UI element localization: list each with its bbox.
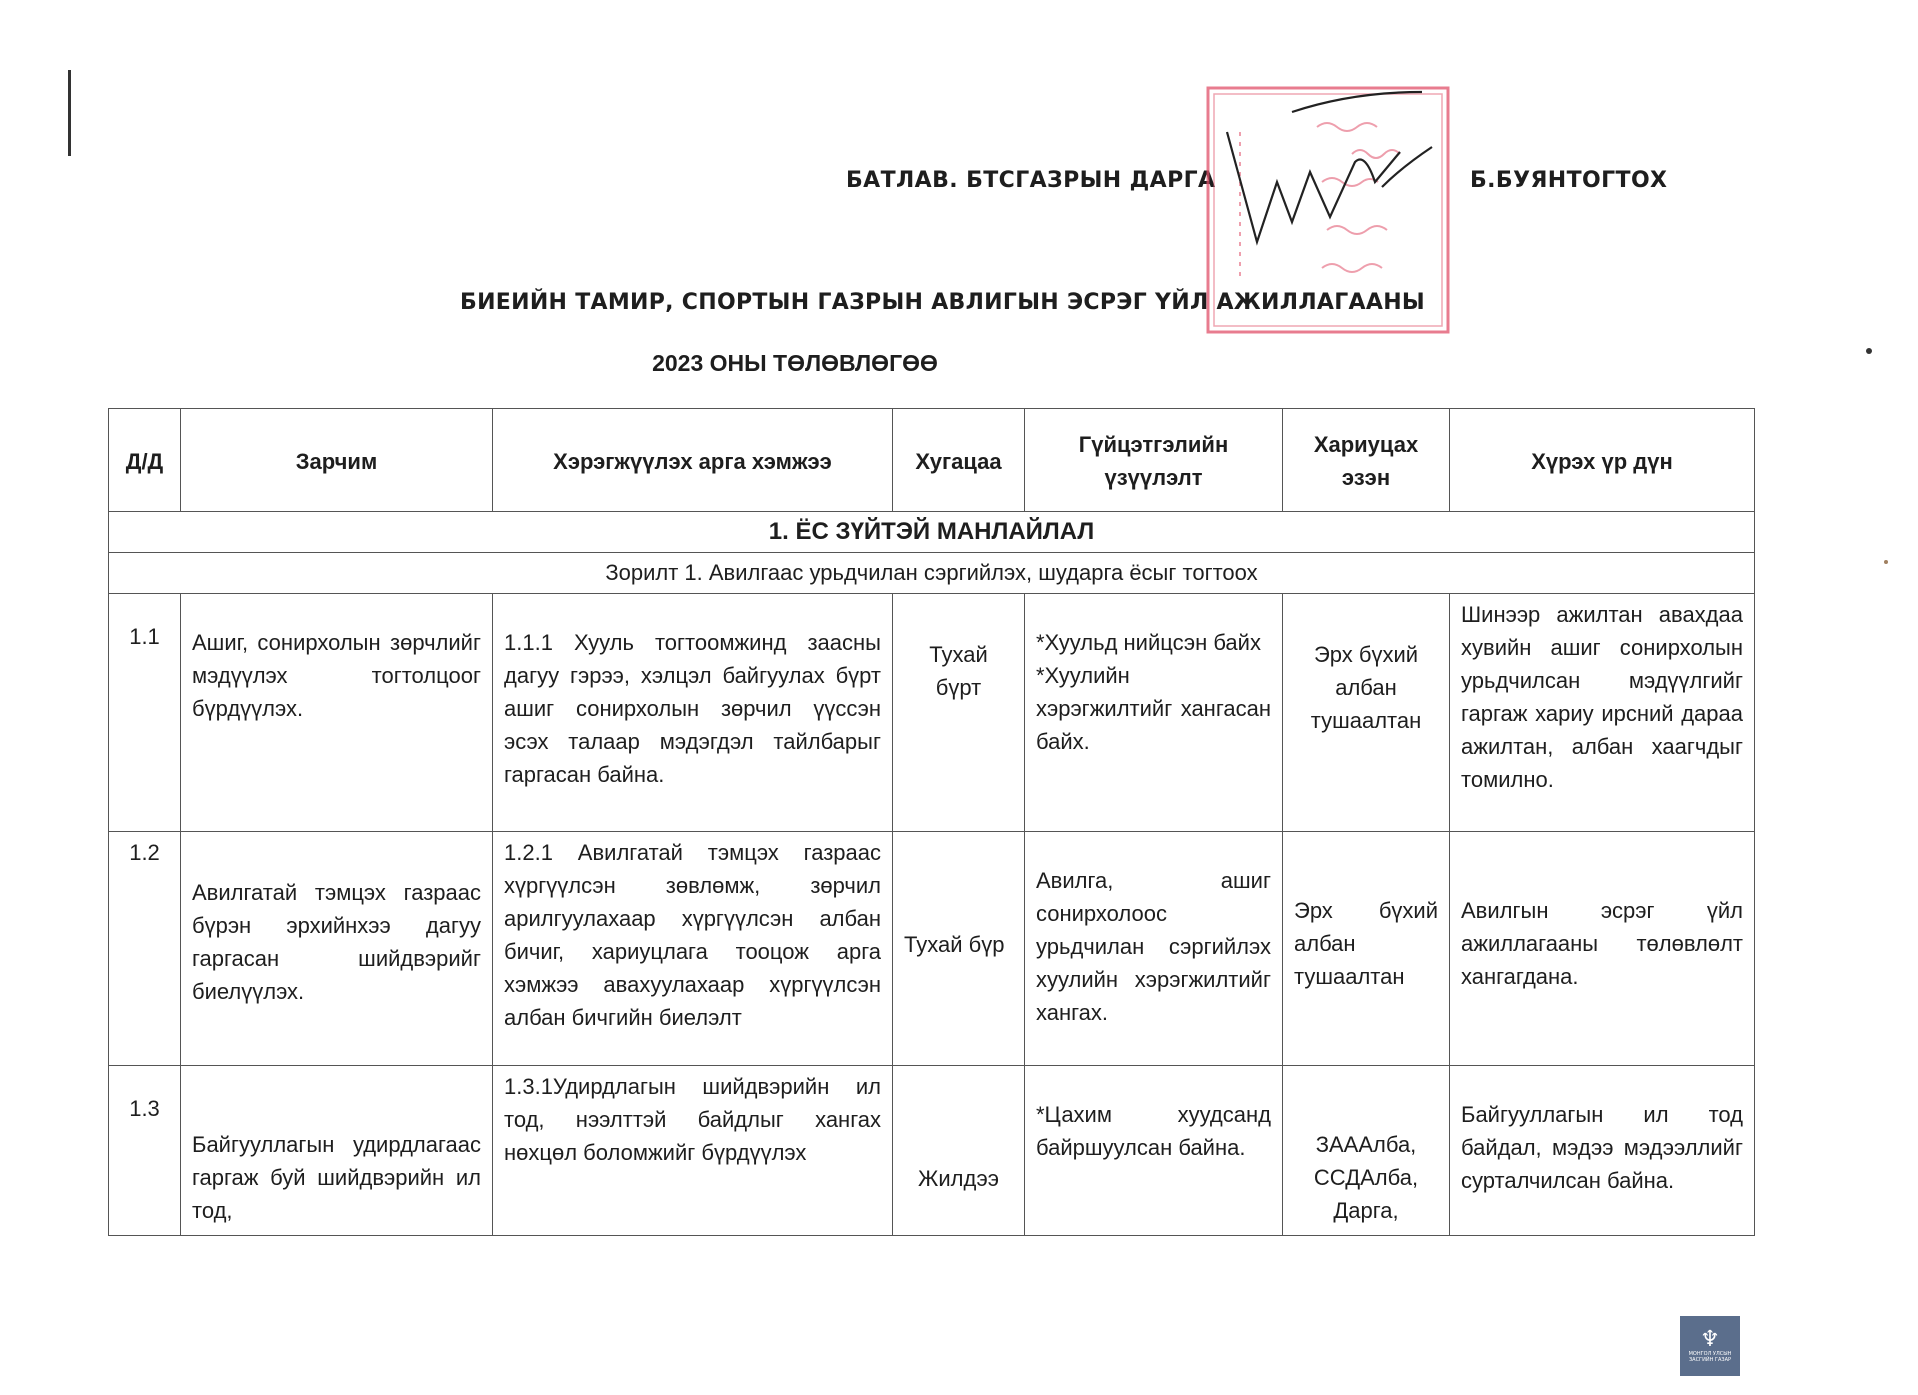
- row-action: 1.3.1Удирдлагын шийдвэрийн ил тод, нээлттэй байдлыг хангах нөхцөл боломжийг бүрдүүлэх: [493, 1066, 893, 1236]
- goal-title: Зорилт 1. Авилгаас урьдчилан сэргийлэх, шударга ёсыг тогтоох: [109, 553, 1755, 594]
- row-result: Шинээр ажилтан авахдаа хувийн ашиг сонирхолын урьдчилсан мэдүүлгийг гаргаж хариу ирсний дараа ажилтан, албан хаагчдыг томилно.: [1450, 594, 1755, 832]
- table-row: [109, 594, 1755, 832]
- column-header-principle: Зарчим: [181, 409, 493, 512]
- row-deadline: Тухай бүр: [893, 832, 1025, 1066]
- column-header-result: Хүрэх үр дүн: [1450, 409, 1755, 512]
- row-owner: Эрх бүхий албан тушаалтан: [1283, 594, 1450, 832]
- document-title-line-2: 2023 ОНЫ ТӨЛӨВЛӨГӨӨ: [652, 350, 938, 376]
- table-row: [109, 1066, 1755, 1236]
- row-indicator: *Цахим хуудсанд байршуулсан байна.: [1025, 1066, 1283, 1236]
- scan-dot: [1866, 348, 1872, 354]
- goal-row: [109, 553, 1755, 594]
- logo-caption: МОНГОЛ УЛСЫН ЗАСГИЙН ГАЗАР: [1688, 1351, 1732, 1363]
- row-deadline: Тухай бүрт: [893, 594, 1025, 832]
- row-principle: Байгууллагын удирдлагаас гаргаж буй шийдвэрийн ил тод,: [181, 1066, 493, 1236]
- approver-name: Б.БУЯНТОГТОХ: [1470, 168, 1668, 193]
- row-owner: Эрх бүхий албан тушаалтан: [1283, 832, 1450, 1066]
- soyombo-emblem-icon: ♆: [1700, 1327, 1720, 1352]
- row-indicator: *Хуульд нийцсэн байх *Хуулийн хэрэгжилтийг хангасан байх.: [1025, 594, 1283, 832]
- row-deadline: Жилдээ: [893, 1066, 1025, 1236]
- action-plan-table: [108, 408, 1755, 1236]
- column-header-deadline: Хугацаа: [893, 409, 1025, 512]
- table-header-row: [109, 409, 1755, 512]
- row-result: Авилгын эсрэг үйл ажиллагааны төлөвлөлт хангагдана.: [1450, 832, 1755, 1066]
- column-header-action: Хэрэгжүүлэх арга хэмжээ: [493, 409, 893, 512]
- row-action: 1.1.1 Хууль тогтоомжинд заасны дагуу гэрээ, хэлцэл байгуулах бүрт ашиг сонирхолын зөрчил үүссэн эсэх талаар мэдэгдэл тайлбарыг гаргасан байна.: [493, 594, 893, 832]
- government-logo: [1680, 1316, 1740, 1376]
- row-indicator: Авилга, ашиг сонирхолоос урьдчилан сэргийлэх хуулийн хэрэгжилтийг хангах.: [1025, 832, 1283, 1066]
- row-action: 1.2.1 Авилгатай тэмцэх газраас хүргүүлсэн зөвлөмж, зөрчил арилгуулахаар хүргүүлсэн албан бичиг, хариуцлага тооцож арга хэмжээ авахуулахаар хүргүүлсэн албан бичгийн биелэлт: [493, 832, 893, 1066]
- row-number: 1.2: [109, 832, 181, 1066]
- document-title-line-1: БИЕИЙН ТАМИР, СПОРТЫН ГАЗРЫН АВЛИГЫН ЭСРЭГ ҮЙЛ АЖИЛЛАГААНЫ: [460, 290, 1425, 315]
- section-row: [109, 512, 1755, 553]
- section-title: 1. ЁС ЗҮЙТЭЙ МАНЛАЙЛАЛ: [109, 512, 1755, 553]
- row-result: Байгууллагын ил тод байдал, мэдээ мэдээллийг сурталчилсан байна.: [1450, 1066, 1755, 1236]
- row-number: 1.1: [109, 594, 181, 832]
- approval-label: БАТЛАВ. БТСГАЗРЫН ДАРГА: [846, 168, 1216, 193]
- scan-dot: [1884, 560, 1888, 564]
- scan-margin-mark: [68, 70, 71, 156]
- row-principle: Ашиг, сонирхолын зөрчлийг мэдүүлэх тогтолцоог бүрдүүлэх.: [181, 594, 493, 832]
- row-owner: ЗАААлба, ССДАлба, Дарга,: [1283, 1066, 1450, 1236]
- row-number: 1.3: [109, 1066, 181, 1236]
- row-principle: Авилгатай тэмцэх газраас бүрэн эрхийнхээ дагуу гаргасан шийдвэрийг биелүүлэх.: [181, 832, 493, 1066]
- column-header-owner: Хариуцах эзэн: [1283, 409, 1450, 512]
- table-row: [109, 832, 1755, 1066]
- column-header-indicator: Гүйцэтгэлийн үзүүлэлт: [1025, 409, 1283, 512]
- column-header-number: Д/Д: [109, 409, 181, 512]
